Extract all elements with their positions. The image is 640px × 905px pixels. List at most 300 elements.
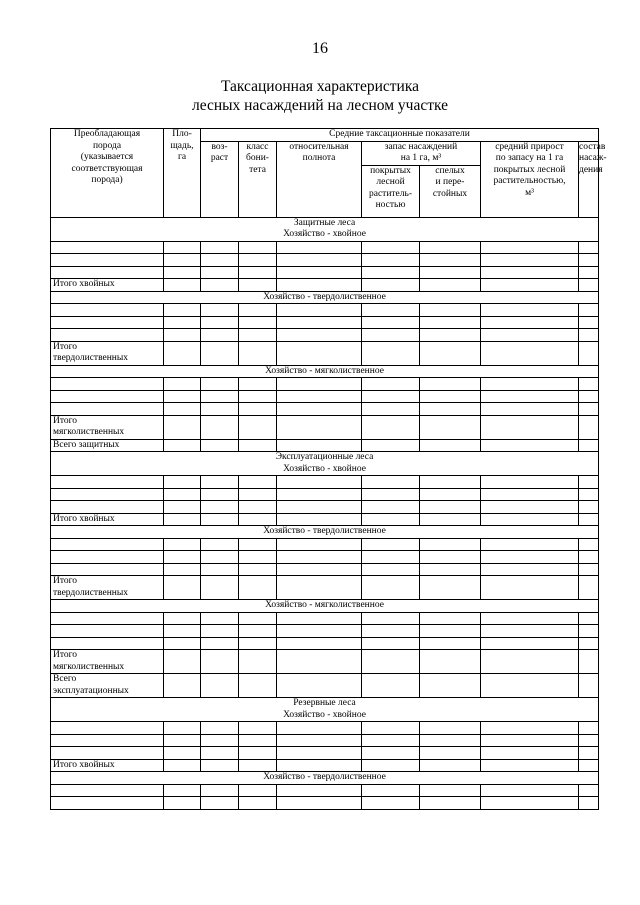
table-cell: [277, 797, 362, 810]
table-cell: [201, 279, 239, 292]
table-cell: [362, 488, 420, 501]
table-cell: [420, 759, 481, 772]
table-row: [51, 501, 599, 514]
table-cell: [164, 378, 201, 391]
table-cell: [239, 538, 277, 551]
table-cell: [420, 563, 481, 576]
table-cell: [277, 759, 362, 772]
table-cell: [481, 612, 579, 625]
total-label-line: Итого: [53, 576, 78, 586]
table-cell: [362, 241, 420, 254]
table-cell: [277, 637, 362, 650]
table-cell: [362, 637, 420, 650]
table-cell: [420, 747, 481, 760]
total-conifer: [51, 279, 599, 292]
farm-hardwood-cell: [51, 291, 599, 304]
separator-text: Хозяйство - твердолиственное: [263, 526, 386, 536]
table-cell: [481, 415, 579, 439]
table-cell: [277, 734, 362, 747]
table-cell: [201, 329, 239, 342]
table-cell: [420, 254, 481, 267]
table-cell: [481, 390, 579, 403]
text-line: порода: [92, 140, 122, 151]
table-cell: [239, 476, 277, 489]
total-label-line: мягколиственных: [53, 661, 125, 672]
table-cell: [51, 304, 164, 317]
table-cell: [201, 488, 239, 501]
separator-text: Защитные леса: [293, 217, 356, 228]
table-cell: [481, 304, 579, 317]
table-cell: [420, 637, 481, 650]
table-cell: [277, 439, 362, 452]
header-age: [201, 141, 239, 217]
table-cell: [164, 390, 201, 403]
header-area: [164, 129, 201, 218]
header-composition: [579, 141, 607, 217]
table-cell: [164, 304, 201, 317]
table-cell: [277, 329, 362, 342]
table-cell: [164, 625, 201, 638]
text-line: (указывается: [80, 152, 134, 162]
table-cell: [277, 254, 362, 267]
table-cell: [362, 650, 420, 674]
section-protective: [51, 217, 599, 241]
table-cell: [164, 439, 201, 452]
table-cell: [201, 304, 239, 317]
table-cell: [239, 784, 277, 797]
table-cell: [277, 513, 362, 526]
table-cell: [277, 316, 362, 329]
total-label-line: Всего: [53, 674, 77, 684]
table-cell: [51, 551, 164, 564]
text-line: раститель-: [368, 188, 413, 199]
table-cell: [579, 759, 599, 772]
table-cell: [51, 241, 164, 254]
table-cell: [239, 254, 277, 267]
table-cell: [277, 304, 362, 317]
total-hardwood: [51, 341, 599, 365]
text-line: лесной: [376, 177, 405, 187]
total-conifer-label: Итого хвойных: [51, 513, 164, 526]
table-cell: [420, 476, 481, 489]
farm-hardwood: [51, 291, 599, 304]
table-cell: [420, 341, 481, 365]
text-line: га: [177, 152, 187, 162]
section-reserve: [51, 698, 599, 722]
table-cell: [277, 784, 362, 797]
separator-text: Эксплуатационные леса: [275, 452, 374, 462]
table-cell: [362, 563, 420, 576]
table-cell: [201, 403, 239, 416]
table-cell: [164, 476, 201, 489]
table-cell: [277, 563, 362, 576]
table-cell: [420, 378, 481, 391]
total-conifer-label: Итого хвойных: [51, 279, 164, 292]
table-cell: [277, 476, 362, 489]
separator-text: Хозяйство - хвойное: [283, 709, 366, 720]
table-cell: [362, 625, 420, 638]
table-cell: [420, 513, 481, 526]
total-conifer-label: Итого хвойных: [51, 759, 164, 772]
text-line: Пло-: [172, 129, 192, 139]
table-cell: [579, 254, 599, 267]
table-cell: [51, 538, 164, 551]
table-cell: [481, 784, 579, 797]
table-cell: [420, 551, 481, 564]
table-cell: [239, 279, 277, 292]
table-cell: [481, 513, 579, 526]
total-label-line: твердолиственных: [53, 587, 129, 598]
table-cell: [201, 576, 239, 600]
table-cell: [239, 378, 277, 391]
table-cell: [201, 759, 239, 772]
table-cell: [579, 650, 599, 674]
total-softwood-label: [51, 415, 164, 439]
table-cell: [51, 734, 164, 747]
table-cell: [239, 316, 277, 329]
table-cell: [277, 576, 362, 600]
text-line: средний прирост: [495, 141, 564, 152]
separator-text: Резервные леса: [293, 698, 356, 708]
table-cell: [277, 722, 362, 735]
table-cell: [420, 241, 481, 254]
table-cell: [420, 439, 481, 452]
text-line: Преобладающая: [73, 129, 141, 139]
table-cell: [239, 551, 277, 564]
total-all-protective: [51, 439, 599, 452]
table-cell: [164, 747, 201, 760]
table-row: [51, 329, 599, 342]
total-all-exploitation: [51, 674, 599, 698]
title-line-2: лесных насаждений на лесном участке: [191, 97, 449, 114]
table-row: [51, 734, 599, 747]
table-cell: [579, 722, 599, 735]
table-row: [51, 476, 599, 489]
table-cell: [164, 734, 201, 747]
table-cell: [201, 734, 239, 747]
table-row: [51, 538, 599, 551]
table-row: [51, 797, 599, 810]
table-cell: [362, 390, 420, 403]
table-cell: [201, 551, 239, 564]
table-cell: [201, 254, 239, 267]
table-cell: [239, 625, 277, 638]
table-cell: [481, 538, 579, 551]
table-cell: [239, 734, 277, 747]
table-cell: [362, 734, 420, 747]
table-cell: [481, 576, 579, 600]
table-cell: [201, 637, 239, 650]
table-cell: [201, 390, 239, 403]
table-cell: [51, 329, 164, 342]
separator-text: Хозяйство - хвойное: [283, 229, 366, 239]
text-line: растительностью,: [493, 176, 566, 186]
text-line: спелых: [435, 165, 465, 176]
table-row: [51, 551, 599, 564]
table-row: [51, 254, 599, 267]
table-cell: [51, 476, 164, 489]
table-cell: [362, 476, 420, 489]
section-exploitation: [51, 452, 599, 476]
table-cell: [164, 650, 201, 674]
table-cell: [481, 551, 579, 564]
table-cell: [239, 329, 277, 342]
table-cell: [579, 439, 599, 452]
text-line: запас насаждений: [384, 141, 458, 152]
text-line: покрытых лесной: [493, 164, 566, 175]
table-cell: [277, 279, 362, 292]
header-site-class: [239, 141, 277, 217]
table-cell: [164, 797, 201, 810]
table-cell: [362, 538, 420, 551]
table-cell: [481, 734, 579, 747]
table-cell: [579, 279, 599, 292]
table-cell: [239, 341, 277, 365]
table-cell: [481, 316, 579, 329]
table-cell: [51, 254, 164, 267]
total-all-protective-label: Всего защитных: [51, 439, 164, 452]
table-cell: [481, 563, 579, 576]
table-cell: [201, 747, 239, 760]
separator-text: Хозяйство - мягколиственное: [265, 365, 384, 376]
total-label-line: твердолиственных: [53, 353, 129, 363]
table-cell: [51, 501, 164, 514]
separator-text: Хозяйство - хвойное: [283, 463, 366, 474]
table-cell: [277, 650, 362, 674]
total-softwood-label: [51, 650, 164, 674]
table-cell: [164, 576, 201, 600]
table-cell: [579, 797, 599, 810]
title-line-1: Таксационная характеристика: [220, 78, 420, 95]
table-cell: [362, 797, 420, 810]
table-cell: [420, 612, 481, 625]
table-cell: [579, 674, 599, 698]
text-line: раст: [210, 153, 229, 163]
table-cell: [362, 759, 420, 772]
text-line: воз-: [211, 141, 228, 152]
table-cell: [420, 304, 481, 317]
farm-softwood: [51, 365, 599, 378]
table-row: [51, 316, 599, 329]
text-line: класс: [246, 141, 269, 152]
table-row: [51, 403, 599, 416]
header-stock-mature: [420, 165, 481, 217]
table-cell: [51, 316, 164, 329]
table-cell: [481, 266, 579, 279]
text-line: относительная: [289, 141, 349, 152]
table-cell: [239, 576, 277, 600]
table-cell: [239, 563, 277, 576]
table-cell: [579, 612, 599, 625]
table-cell: [277, 403, 362, 416]
header-species: [51, 129, 164, 218]
table-cell: [579, 637, 599, 650]
table-cell: [420, 415, 481, 439]
separator-text: Хозяйство - твердолиственное: [263, 291, 386, 302]
table-row: [51, 390, 599, 403]
table-cell: [420, 390, 481, 403]
table-cell: [481, 279, 579, 292]
table-cell: [420, 279, 481, 292]
header-average-growth: [481, 141, 579, 217]
table-cell: [201, 563, 239, 576]
section-reserve-cell: [51, 698, 599, 722]
table-cell: [164, 316, 201, 329]
table-cell: [481, 722, 579, 735]
table-cell: [277, 612, 362, 625]
table-cell: [164, 488, 201, 501]
total-label-line: эксплуатационных: [53, 685, 129, 696]
total-label-line: мягколиственных: [53, 427, 125, 437]
table-cell: [362, 439, 420, 452]
table-cell: [579, 403, 599, 416]
table-cell: [362, 304, 420, 317]
table-cell: [51, 784, 164, 797]
total-softwood: [51, 650, 599, 674]
table-cell: [201, 612, 239, 625]
table-cell: [420, 674, 481, 698]
table-cell: [579, 304, 599, 317]
table-cell: [239, 747, 277, 760]
text-line: ностью: [375, 200, 406, 210]
table-cell: [481, 254, 579, 267]
table-cell: [420, 501, 481, 514]
table-cell: [420, 266, 481, 279]
table-cell: [277, 538, 362, 551]
table-cell: [579, 476, 599, 489]
table-cell: [481, 476, 579, 489]
table-cell: [164, 341, 201, 365]
total-label-line: Итого: [53, 341, 78, 352]
table-cell: [51, 403, 164, 416]
table-cell: [239, 266, 277, 279]
text-line: стойных: [432, 188, 468, 199]
table-row: [51, 747, 599, 760]
table-cell: [51, 747, 164, 760]
separator-text: Хозяйство - твердолиственное: [263, 772, 386, 782]
table-cell: [362, 329, 420, 342]
table-cell: [201, 316, 239, 329]
table-row: [51, 488, 599, 501]
table-cell: [420, 403, 481, 416]
table-cell: [164, 784, 201, 797]
farm-hardwood-cell: [51, 772, 599, 785]
table-row: [51, 304, 599, 317]
table-cell: [481, 329, 579, 342]
table-cell: [239, 488, 277, 501]
table-cell: [481, 637, 579, 650]
table-cell: [51, 488, 164, 501]
farm-softwood-cell: [51, 600, 599, 613]
text-line: насаж-: [579, 153, 607, 163]
text-line: покрытых: [370, 165, 411, 176]
table-cell: [239, 390, 277, 403]
table-cell: [362, 403, 420, 416]
table-cell: [239, 304, 277, 317]
table-cell: [579, 625, 599, 638]
table-cell: [239, 759, 277, 772]
text-line: соответствующая: [71, 163, 143, 174]
table-cell: [579, 390, 599, 403]
table-cell: [579, 734, 599, 747]
table-cell: [201, 513, 239, 526]
farm-hardwood-cell: [51, 526, 599, 539]
table-cell: [362, 266, 420, 279]
table-row: [51, 784, 599, 797]
total-conifer: [51, 513, 599, 526]
table-cell: [239, 650, 277, 674]
table-cell: [362, 747, 420, 760]
table-cell: [51, 378, 164, 391]
separator-text: Хозяйство - мягколиственное: [265, 600, 384, 610]
text-line: состав: [579, 141, 606, 152]
text-line: полнота: [302, 153, 336, 163]
table-cell: [164, 254, 201, 267]
table-cell: [201, 415, 239, 439]
table-cell: [420, 722, 481, 735]
table-cell: [164, 513, 201, 526]
farm-softwood: [51, 600, 599, 613]
table-cell: [481, 439, 579, 452]
table-cell: [51, 266, 164, 279]
text-line: м³: [525, 187, 534, 198]
table-cell: [420, 625, 481, 638]
table-cell: [362, 501, 420, 514]
table-cell: [481, 797, 579, 810]
total-hardwood: [51, 576, 599, 600]
table-cell: [420, 576, 481, 600]
table-cell: [201, 625, 239, 638]
table-cell: [164, 637, 201, 650]
table-cell: [51, 637, 164, 650]
table-row: [51, 563, 599, 576]
table-cell: [201, 674, 239, 698]
table-cell: [239, 797, 277, 810]
table-cell: [277, 674, 362, 698]
table-cell: [164, 612, 201, 625]
farm-hardwood: [51, 526, 599, 539]
table-cell: [164, 415, 201, 439]
table-row: [51, 625, 599, 638]
table-cell: [579, 513, 599, 526]
table-cell: [579, 329, 599, 342]
table-row: [51, 612, 599, 625]
table-cell: [420, 734, 481, 747]
text-line: порода): [91, 175, 123, 185]
table-cell: [164, 266, 201, 279]
table-cell: [239, 637, 277, 650]
table-cell: [277, 415, 362, 439]
table-cell: [420, 538, 481, 551]
table-cell: [239, 501, 277, 514]
table-cell: [579, 316, 599, 329]
table-cell: [201, 241, 239, 254]
table-cell: [164, 241, 201, 254]
table-cell: [201, 722, 239, 735]
table-cell: [579, 538, 599, 551]
table-cell: [164, 722, 201, 735]
table-cell: [420, 329, 481, 342]
table-cell: [362, 722, 420, 735]
table-cell: [51, 390, 164, 403]
total-softwood: [51, 415, 599, 439]
table-cell: [481, 501, 579, 514]
table-cell: [201, 476, 239, 489]
table-cell: [164, 551, 201, 564]
header-relative-density: [277, 141, 362, 217]
table-cell: [362, 279, 420, 292]
table-cell: [481, 488, 579, 501]
